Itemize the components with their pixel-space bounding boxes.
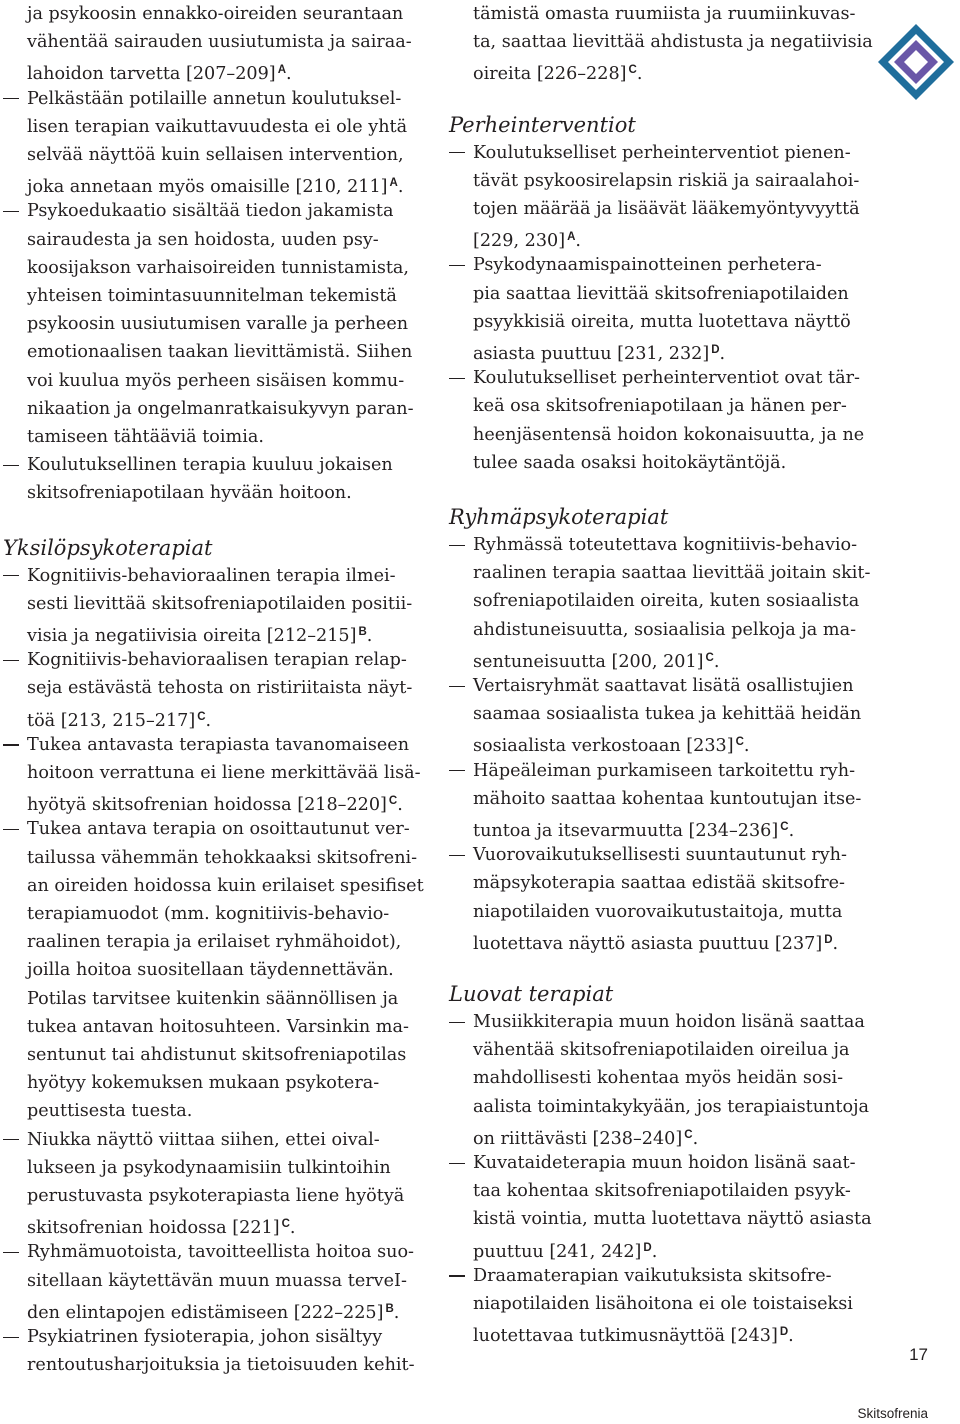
text-line [473, 813, 794, 841]
line-punctuation: . [289, 1218, 296, 1239]
text-line [27, 1154, 391, 1182]
text-line [473, 308, 851, 336]
line-text: terapiamuodot (mm. kognitiivis-behavio- [27, 904, 390, 924]
line-text: Psykiatrinen fysioterapia, johon sisältyy [27, 1327, 383, 1347]
text-line [27, 0, 403, 28]
line-text: tuntoa ja itsevarmuutta [234–236] [473, 821, 779, 841]
text-line [27, 141, 404, 169]
line-text: aalista toimintakykyään, jos terapiaistuntoja [473, 1096, 870, 1117]
text-line [27, 956, 394, 984]
evidence-grade-badge: C [197, 710, 206, 723]
text-line [473, 869, 845, 897]
line-text: tulee saada osaksi hoitokäytäntöjä. [473, 452, 787, 473]
line-text: mäpsykoterapia saattaa edistää skitsofre- [473, 873, 845, 894]
line-text: ahdistuneisuutta, sosiaalisia pelkoja ja ma- [473, 619, 857, 640]
text-line [473, 421, 864, 449]
text-line [27, 900, 389, 928]
line-punctuation: . [575, 231, 581, 252]
text-line [473, 1290, 853, 1318]
line-text: an oireiden hoidossa kuin erilaiset spesifiset [27, 875, 424, 896]
evidence-grade-badge: D [824, 933, 833, 946]
line-text: puuttuu [241, 242] [473, 1241, 642, 1262]
line-text: taa kohentaa skitsofreniapotilaiden psyyk- [473, 1181, 851, 1202]
line-text: ta, saattaa lievittää ahdistusta ja negatiivisia [473, 32, 873, 53]
bullet-line [473, 757, 855, 785]
line-text: keä osa skitsofreniapotilaan ja hänen per- [473, 396, 847, 417]
line-punctuation: . [788, 821, 795, 841]
bullet-line [473, 364, 860, 392]
line-punctuation: . [397, 795, 403, 816]
footer-label: Skitsofrenia [857, 1406, 928, 1421]
line-text: Potilas tarvitsee kuitenkin säännöllisen ja [27, 988, 399, 1009]
bullet-line [473, 251, 822, 279]
text-line [27, 367, 404, 395]
evidence-grade-badge: C [705, 651, 714, 664]
text-line [27, 423, 264, 451]
line-text: saamaa sosiaalista tukea ja kehittää heidän [473, 704, 862, 725]
text-line [27, 1210, 295, 1238]
text-line [27, 928, 401, 956]
evidence-grade-badge: A [277, 64, 286, 77]
line-punctuation: . [692, 1128, 699, 1149]
text-line [27, 1097, 192, 1125]
dash-bullet-icon [3, 1252, 19, 1253]
evidence-grade-badge: B [358, 626, 367, 638]
line-text: tämistä omasta ruumiista ja ruumiinkuvas- [473, 4, 856, 24]
diamond-logo-icon [876, 22, 956, 102]
line-text: hyötyy kokemuksen mukaan psykotera- [27, 1073, 380, 1094]
line-text: pia saattaa lievittää skitsofreniapotilaiden [473, 283, 849, 304]
text-line [27, 872, 424, 900]
bullet-line [27, 562, 396, 590]
line-text: rentoutusharjoituksia ja tietoisuuden kehit- [27, 1355, 415, 1376]
dash-bullet-icon [449, 265, 465, 266]
line-punctuation: . [788, 1326, 794, 1347]
section-heading: Ryhmäpsykoterapiat [449, 505, 669, 529]
page-number: 17 [909, 1345, 928, 1364]
line-text: Psykoedukaatio sisältää tiedon jakamista [27, 201, 394, 222]
line-text: Koulutukselliset perheinterventiot pienen- [473, 142, 851, 163]
line-text: peuttisesta tuesta. [27, 1101, 193, 1122]
line-text: voi kuulua myös perheen sisäisen kommu- [27, 370, 405, 391]
line-text: vähentää skitsofreniapotilaiden oireilua ja [473, 1040, 850, 1061]
dash-bullet-icon [449, 770, 465, 771]
line-text: yhteisen toimintasuunnitelman tekemistä [27, 286, 397, 306]
text-line [473, 449, 786, 477]
text-line [27, 169, 403, 197]
bullet-line [27, 731, 409, 759]
text-line [27, 1182, 404, 1210]
text-line [27, 310, 408, 338]
line-text: Kognitiivis-behavioraalisen terapian relap- [27, 650, 407, 671]
line-text: tävät psykoosirelapsin riskiä ja sairaalahoi- [473, 170, 860, 191]
text-line [473, 28, 873, 56]
line-text: sairaudesta ja sen hoidosta, uuden psy- [27, 229, 379, 250]
line-text: niapotilaiden lisähoitona ei ole toistaiseksi [473, 1294, 853, 1314]
line-text: lisen terapian vaikuttavuudesta ei ole yhtä [27, 116, 408, 137]
line-punctuation: . [719, 344, 726, 364]
line-text: Häpeäleiman purkamiseen tarkoitettu ryh- [473, 760, 856, 781]
line-text: den elintapojen edistämiseen [222–225] [27, 1302, 384, 1323]
text-line [473, 1234, 657, 1262]
bullet-line [473, 531, 857, 559]
text-line [27, 590, 412, 618]
bullet-line [473, 1149, 856, 1177]
section-heading: Luovat terapiat [449, 982, 614, 1006]
text-line [27, 1069, 379, 1097]
text-line [27, 787, 403, 815]
text-line [473, 336, 725, 364]
line-text: sesti lievittää skitsofreniapotilaiden positii- [27, 593, 413, 614]
line-text: raalinen terapia ja erilaiset ryhmähoidot), [27, 932, 402, 953]
evidence-grade-badge: C [780, 821, 789, 833]
text-line [27, 844, 417, 872]
line-text: Koulutuksellinen terapia kuuluu jokaisen [27, 455, 393, 476]
bullet-line [27, 1323, 382, 1351]
line-punctuation: . [366, 626, 373, 646]
text-line [27, 1013, 409, 1041]
line-text: töä [213, 215–217] [27, 710, 196, 731]
line-text: mähoito saattaa kohentaa kuntoutujan itse- [473, 788, 862, 809]
line-text: Kuvataideterapia muun hoidon lisänä saat- [473, 1153, 856, 1173]
line-text: vähentää sairauden uusiutumista ja sairaa- [27, 32, 412, 53]
text-line [473, 1121, 698, 1149]
text-line [473, 1064, 843, 1092]
line-text: hoitoon verrattuna ei liene merkittävää lisä- [27, 763, 421, 783]
line-text: Vertaisryhmät saattavat lisätä osallistujien [473, 676, 854, 696]
text-line [27, 56, 292, 84]
line-text: skitsofrenian hoidossa [221] [27, 1218, 280, 1239]
bullet-line [473, 139, 851, 167]
dash-bullet-icon [449, 1022, 465, 1023]
text-line [27, 226, 379, 254]
bullet-line [473, 841, 847, 869]
line-text: [229, 230] [473, 231, 566, 252]
bullet-line [27, 815, 410, 843]
text-line [473, 644, 719, 672]
line-text: sosiaalista verkostoaan [233] [473, 736, 734, 757]
line-text: koosijakson varhaisoireiden tunnistamista, [27, 257, 410, 278]
line-text: Pelkästään potilaille annetun koulutuksel- [27, 88, 402, 109]
dash-bullet-icon [3, 465, 19, 466]
line-text: sentunut tai ahdistunut skitsofreniapotilas [27, 1045, 407, 1065]
bullet-line [27, 197, 393, 225]
text-line [27, 985, 398, 1013]
line-text: luotettavaa tutkimusnäyttöä [243] [473, 1326, 778, 1347]
text-line [27, 1351, 415, 1379]
evidence-grade-badge: C [684, 1128, 693, 1141]
line-text: sofreniapotilaiden oireita, kuten sosiaalista [473, 591, 860, 612]
dash-bullet-icon [449, 152, 465, 153]
line-punctuation: . [397, 177, 404, 198]
dash-bullet-icon [449, 1275, 465, 1276]
text-line [473, 280, 849, 308]
line-punctuation: . [205, 710, 212, 731]
bullet-line [473, 1262, 832, 1290]
evidence-grade-badge: D [643, 1241, 652, 1254]
text-line [473, 926, 838, 954]
text-line [27, 674, 412, 702]
line-punctuation: . [636, 64, 643, 85]
line-punctuation: . [713, 651, 720, 672]
text-line [473, 167, 859, 195]
evidence-grade-badge: B [385, 1302, 394, 1315]
line-text: oireita [226–228] [473, 64, 627, 85]
line-text: luotettava näyttö asiasta puuttuu [237] [473, 933, 823, 954]
line-text: ja psykoosin ennakko-oireiden seurantaan [27, 4, 404, 24]
line-text: tailussa vähemmän tehokkaaksi skitsofreni- [27, 847, 418, 868]
evidence-grade-badge: C [281, 1218, 290, 1231]
line-punctuation: . [393, 1302, 400, 1323]
line-text: on riittävästi [238–240] [473, 1128, 683, 1149]
text-line [27, 618, 372, 646]
line-text: Kognitiivis-behavioraalinen terapia ilmei- [27, 565, 396, 586]
line-text: Niukka näyttö viittaa siihen, ettei oival- [27, 1129, 380, 1150]
line-text: hyötyä skitsofrenian hoidossa [218–220] [27, 795, 387, 816]
text-line [473, 700, 861, 728]
line-text: Koulutukselliset perheinterventiot ovat tär- [473, 368, 860, 389]
dash-bullet-icon [3, 660, 19, 661]
dash-bullet-icon [3, 575, 19, 576]
dash-bullet-icon [449, 686, 465, 687]
evidence-grade-badge: C [388, 795, 398, 808]
text-line [27, 703, 211, 731]
text-line [473, 1093, 869, 1121]
line-text: selvää näyttöä kuin sellaisen intervention, [27, 145, 404, 165]
line-text: Ryhmässä toteutettava kognitiivis-behavio- [473, 535, 858, 555]
text-line [473, 559, 870, 587]
line-text: sentuneisuutta [200, 201] [473, 651, 704, 672]
evidence-grade-badge: A [389, 177, 398, 190]
line-text: Ryhmämuotoista, tavoitteellista hoitoa suo- [27, 1242, 414, 1263]
bullet-line [473, 1008, 865, 1036]
line-text: emotionaalisen taakan lievittämistä. Siihen [27, 342, 413, 363]
text-line [473, 1177, 851, 1205]
line-text: raalinen terapia saattaa lievittää joitain skit- [473, 563, 871, 584]
line-text: sitellaan käytettävän muun muassa terveI- [27, 1270, 407, 1291]
text-line [473, 56, 642, 84]
line-text: Tukea antava terapia on osoittautunut ver- [27, 819, 410, 840]
dash-bullet-icon [3, 98, 19, 99]
bullet-line [27, 1238, 414, 1266]
evidence-grade-badge: A [567, 231, 576, 244]
bullet-line [473, 672, 854, 700]
text-line [473, 1036, 849, 1064]
line-text: psykoosin uusiutumisen varalle ja perheen [27, 314, 409, 335]
dash-bullet-icon [3, 211, 19, 212]
text-line [27, 28, 412, 56]
dash-bullet-icon [3, 1337, 19, 1338]
bullet-line [27, 646, 407, 674]
line-text: visia ja negatiivisia oireita [212–215] [27, 626, 357, 646]
line-text: skitsofreniapotilaan hyvään hoitoon. [27, 483, 352, 504]
text-line [27, 338, 412, 366]
line-text: joka annetaan myös omaisille [210, 211] [27, 177, 388, 198]
dash-bullet-icon [3, 744, 19, 745]
bullet-line [27, 451, 393, 479]
line-text: Musiikkiterapia muun hoidon lisänä saattaa [473, 1012, 865, 1032]
text-line [27, 1267, 407, 1295]
dash-bullet-icon [449, 1163, 465, 1164]
line-text: kistä vointia, mutta luotettava näyttö asiasta [473, 1209, 872, 1230]
text-line [473, 195, 860, 223]
line-text: heenjäsentensä hoidon kokonaisuutta, ja ne [473, 424, 865, 445]
text-line [473, 0, 855, 28]
evidence-grade-badge: C [735, 736, 744, 749]
text-line [27, 759, 421, 787]
line-text: lukseen ja psykodynaamisiin tulkintoihin [27, 1157, 391, 1178]
line-text: Vuorovaikutuksellisesti suuntautunut ryh- [473, 845, 847, 866]
text-line [27, 113, 407, 141]
dash-bullet-icon [449, 378, 465, 379]
line-punctuation: . [651, 1241, 658, 1262]
section-heading: Yksilöpsykoterapiat [3, 535, 213, 560]
dash-bullet-icon [3, 1139, 19, 1140]
evidence-grade-badge: C [628, 64, 637, 77]
line-text: niapotilaiden vuorovaikutustaitoja, mutta [473, 901, 843, 922]
line-text: Psykodynaamispainotteinen perhetera- [473, 255, 822, 276]
evidence-grade-badge: D [779, 1326, 789, 1339]
line-punctuation: . [743, 736, 750, 757]
text-line [473, 898, 842, 926]
bullet-line [27, 1126, 380, 1154]
line-text: Draamaterapian vaikutuksista skitsofre- [473, 1265, 832, 1286]
text-line [473, 392, 847, 420]
line-text: lahoidon tarvetta [207–209] [27, 64, 276, 85]
dash-bullet-icon [3, 829, 19, 830]
line-text: asiasta puuttuu [231, 232] [473, 344, 710, 364]
line-punctuation: . [832, 933, 839, 954]
line-text: tukea antavan hoitosuhteen. Varsinkin ma- [27, 1016, 409, 1037]
line-text: Tukea antavasta terapiasta tavanomaiseen [27, 734, 410, 755]
text-line [27, 1041, 406, 1069]
text-line [473, 616, 856, 644]
text-line [27, 395, 414, 423]
text-line [473, 1205, 872, 1233]
line-text: tojen määrää ja lisäävät lääkemyöntyvyyttä [473, 199, 860, 219]
line-text: perustuvasta psykoterapiasta liene hyötyä [27, 1186, 405, 1206]
text-line [473, 728, 750, 756]
text-line [473, 587, 859, 615]
text-line [473, 785, 861, 813]
text-line [27, 254, 409, 282]
bullet-line [27, 85, 401, 113]
line-text: mahdollisesti kohentaa myös heidän sosi- [473, 1068, 844, 1089]
text-line [473, 223, 581, 251]
line-text: tamiseen tähtääviä toimia. [27, 427, 264, 447]
section-heading: Perheinterventiot [449, 112, 636, 137]
line-punctuation: . [286, 64, 292, 85]
text-line [27, 1295, 399, 1323]
line-text: psyykkisiä oireita, mutta luotettava näyttö [473, 311, 851, 332]
dash-bullet-icon [449, 545, 465, 546]
dash-bullet-icon [449, 855, 465, 856]
line-text: nikaation ja ongelmanratkaisukyvyn paran- [27, 398, 414, 419]
evidence-grade-badge: D [711, 344, 720, 356]
text-line [473, 1318, 794, 1346]
text-line [27, 282, 397, 310]
text-line [27, 479, 352, 507]
line-text: joilla hoitoa suositellaan täydennettävän. [27, 960, 394, 981]
line-text: seja estävästä tehosta on ristiriitaista näyt- [27, 678, 413, 699]
